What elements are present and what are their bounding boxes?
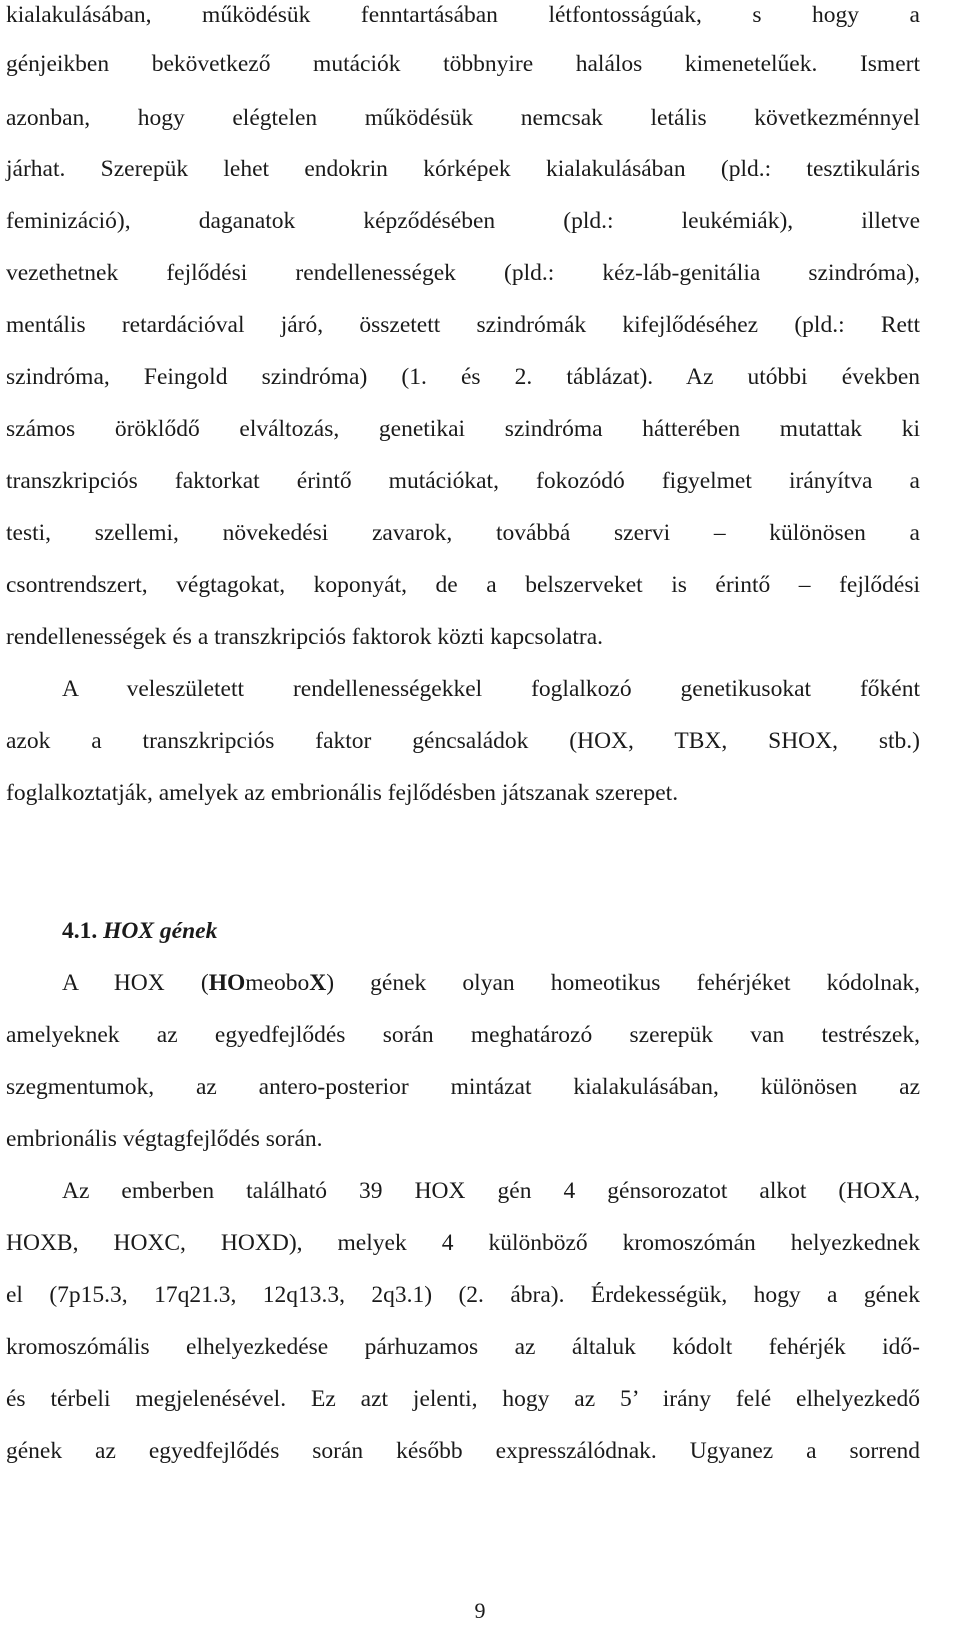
text-line: HOXB, HOXC, HOXD), melyek 4 különböző kromoszómán helyezkednek: [6, 1230, 920, 1256]
page-number: 9: [474, 1598, 486, 1623]
text-line: rendellenességek és a transzkripciós faktorok közti kapcsolatra.: [6, 624, 604, 650]
text-line: [62, 968, 920, 998]
text-run: meobo: [245, 970, 310, 996]
text-run-bold: HO: [208, 970, 246, 996]
text-line: foglalkoztatják, amelyek az embrionális fejlődésben játszanak szerepet.: [6, 780, 679, 806]
text-line: embrionális végtagfejlődés során.: [6, 1126, 323, 1152]
text-line: A veleszületett rendellenességekkel foglalkozó genetikusokat főként: [62, 676, 920, 702]
text-line: kromoszómális elhelyezkedése párhuzamos az általuk kódolt fehérjék idő-: [6, 1334, 920, 1360]
text-run: A HOX (: [62, 970, 209, 996]
text-line: amelyeknek az egyedfejlődés során meghatározó szerepük van testrészek,: [6, 1022, 920, 1048]
text-line: transzkripciós faktorkat érintő mutációkat, fokozódó figyelmet irányítva a: [6, 468, 920, 494]
text-line: csontrendszert, végtagokat, koponyát, de a belszerveket is érintő – fejlődési: [6, 572, 920, 598]
text-line: Az emberben található 39 HOX gén 4 génsorozatot alkot (HOXA,: [62, 1178, 920, 1204]
text-line: azok a transzkripciós faktor géncsaládok (HOX, TBX, SHOX, stb.): [6, 728, 920, 754]
text-line: el (7p15.3, 17q21.3, 12q13.3, 2q3.1) (2. ábra). Érdekességük, hogy a gének: [6, 1282, 920, 1308]
text-run-bold: X: [309, 970, 327, 996]
text-line: vezethetnek fejlődési rendellenességek (pld.: kéz-láb-genitália szindróma),: [6, 260, 920, 286]
text-line: és térbeli megjelenésével. Ez azt jelenti, hogy az 5’ irány felé elhelyezkedő: [6, 1386, 920, 1412]
section-number: 4.1.: [62, 918, 98, 944]
text-line: gének az egyedfejlődés során később expresszálódnak. Ugyanez a sorrend: [6, 1438, 920, 1464]
text-line: mentális retardációval járó, összetett szindrómák kifejlődéséhez (pld.: Rett: [6, 312, 920, 338]
text-line: feminizáció), daganatok képződésében (pld.: leukémiák), illetve: [6, 208, 920, 234]
text-line: testi, szellemi, növekedési zavarok, továbbá szervi – különösen a: [6, 520, 920, 546]
text-line: azonban, hogy elégtelen működésük nemcsak letális következménnyel: [6, 105, 920, 131]
section-heading: [62, 916, 217, 946]
text-line: számos öröklődő elváltozás, genetikai szindróma hátterében mutattak ki: [6, 416, 920, 442]
text-run: ) gének olyan homeotikus fehérjéket kódolnak,: [326, 970, 920, 996]
section-title: HOX gének: [103, 918, 218, 944]
text-line: járhat. Szerepük lehet endokrin kórképek kialakulásában (pld.: tesztikuláris: [6, 156, 920, 182]
text-line: szegmentumok, az antero-posterior mintázat kialakulásában, különösen az: [6, 1074, 920, 1100]
text-line: kialakulásában, működésük fenntartásában létfontosságúak, s hogy a: [6, 2, 920, 28]
text-line: génjeikben bekövetkező mutációk többnyire halálos kimenetelűek. Ismert: [6, 51, 920, 77]
text-line: szindróma, Feingold szindróma) (1. és 2. táblázat). Az utóbbi években: [6, 364, 920, 390]
